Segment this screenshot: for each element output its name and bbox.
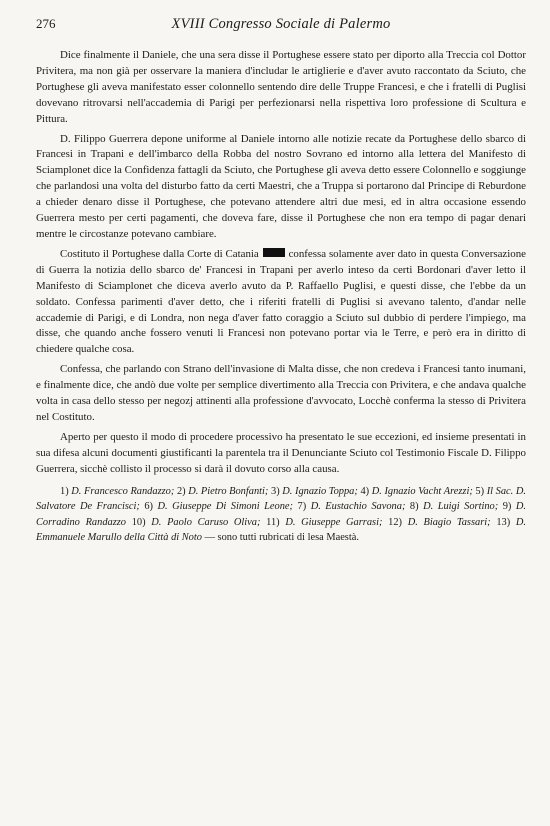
footnote-number: 6) bbox=[144, 501, 158, 513]
footnote-number: 1) bbox=[60, 485, 72, 497]
paragraph: Aperto per questo il modo di procedere processivo ha presentato le sue eccezioni, ed insieme presentati in sua difesa alcuni documenti giustificanti la parentela tra il Denunciante Sciuto col Testimonio Fiscale D. Filippo Guerrera, sicchè collisto il processo si darà il dovuto corso alla causa. bbox=[36, 430, 526, 475]
footnote-number: 4) bbox=[360, 485, 372, 497]
defendant-name: D. Biagio Tassari; bbox=[407, 516, 491, 528]
page-number: 276 bbox=[36, 16, 56, 31]
defendant-name: D. Corradino Randazzo bbox=[36, 501, 526, 528]
defendants-list bbox=[36, 484, 526, 546]
footnote-number: 11) bbox=[266, 516, 286, 528]
defendant-name: D. Luigi Sortino; bbox=[423, 501, 499, 513]
redaction-mark bbox=[263, 248, 285, 257]
footnote-number: 12) bbox=[388, 516, 408, 528]
paragraph: D. Filippo Guerrera depone uniforme al Daniele intorno alle notizie recate da Portughese dello sbarco di Francesi in Trapani e dell'imbarco della Robba del nostro Sovrano ed intorno alla lettera del Manifesto di Sciamplonet dice la Confidenza fattagli da Sciuto, che Portughese gli aveva detto essere Colonnello e soggiunge che parlandosi una volta del disturbo fatto da certi Maestri, che a Truppa si portarono dal Principe di Reburdone a chieder denaro disse il Portughese, che potevano attendere altri due mesi, ed in altra occasione essendo Guerrera mesto per certi pagamenti, che doveva fare, disse il Portughese che non era tempo di pagar denari mentre le circostanze potevano cambiare. bbox=[36, 132, 526, 240]
footnote-number: 2) bbox=[176, 485, 189, 497]
footnote-number: 9) bbox=[502, 501, 516, 513]
paragraph: Dice finalmente il Daniele, che una sera disse il Portughese essere stato per diporto alla Treccia col Dottor Privitera, ma non già per osservare la maniera d'includar le artiglierie e d'aver avuto raccontato da Sciuto, che Portughese gli aveva manifestato esser colonnello sentendo dire delle Truppe Francesi, e che i fratelli di Puglisi dovevano ritrovarsi nell'accademia di Parigi per perfezionarsi nella rispettiva loro professione di Scultura e Pittura. bbox=[36, 49, 526, 125]
running-title: XVIII Congresso Sociale di Palermo bbox=[171, 16, 391, 32]
defendant-name: D. Pietro Bonfanti; bbox=[188, 485, 269, 497]
paragraph bbox=[36, 247, 526, 358]
defendant-name: D. Eustachio Savona; bbox=[310, 501, 406, 513]
page-header bbox=[36, 16, 526, 38]
footnote-number: 10) bbox=[131, 516, 152, 528]
footnote-tail: — sono tutti rubricati di lesa Maestà. bbox=[204, 532, 359, 544]
footnote-number: 5) bbox=[475, 485, 487, 497]
defendant-name: Il Sac. D. Salvatore De Francisci; bbox=[36, 485, 526, 513]
footnote-number: 8) bbox=[409, 501, 424, 513]
footnote-number: 3) bbox=[271, 485, 283, 497]
paragraph-text: confessa solamente aver dato in questa Conversazione di Guerra la notizia dello sbarco de' Francesi in Trapani per averlo inteso da certi Bordonari d'aver letto il Manifesto di Sciamplonet che diceva averlo avuto da P. Raffaello Puglisi, e questi disse, che l'ebbe da un soldato. Confessa parimenti d'aver detto, che i riferiti fratelli di Puglisi si avevano talento, d'andar nelle accademie di Parigi, e di Londra, non nega d'aver fatto coraggio a Sciuto sul dubbio di perdere l'impiego, ma disse, che quando anche fossero venuti li Francesi non potevano portar via le Terre, e però era in diritto di chiedere qualche cosa. bbox=[36, 247, 526, 356]
paragraph: Confessa, che parlando con Strano dell'invasione di Malta disse, che non credeva i Francesi tanto inumani, e finalmente dice, che andò due volte per semplice divertimento alla Treccia con Privitera, e che andava qualche volta in casa dello stesso per negozj attinenti alla professione d'avvocato, Locchè conferma la stesso di Privitera nel Costituto. bbox=[36, 363, 526, 423]
body-text bbox=[36, 48, 526, 546]
defendant-name: D. Francesco Randazzo; bbox=[71, 485, 175, 497]
defendant-name: D. Emmanuele Marullo della Città di Noto bbox=[36, 516, 526, 544]
defendant-name: D. Giuseppe Garrasi; bbox=[285, 516, 383, 528]
paragraph-text: Costituto il Portughese dalla Corte di Catania bbox=[60, 247, 259, 260]
defendant-name: D. Giuseppe Di Simoni Leone; bbox=[157, 501, 293, 513]
footnote-number: 7) bbox=[297, 501, 311, 513]
defendant-name: D. Ignazio Vacht Arezzi; bbox=[371, 485, 473, 497]
defendant-name: D. Paolo Caruso Oliva; bbox=[151, 516, 261, 528]
defendant-name: D. Ignazio Toppa; bbox=[282, 485, 358, 497]
footnote-number: 13) bbox=[496, 516, 516, 528]
